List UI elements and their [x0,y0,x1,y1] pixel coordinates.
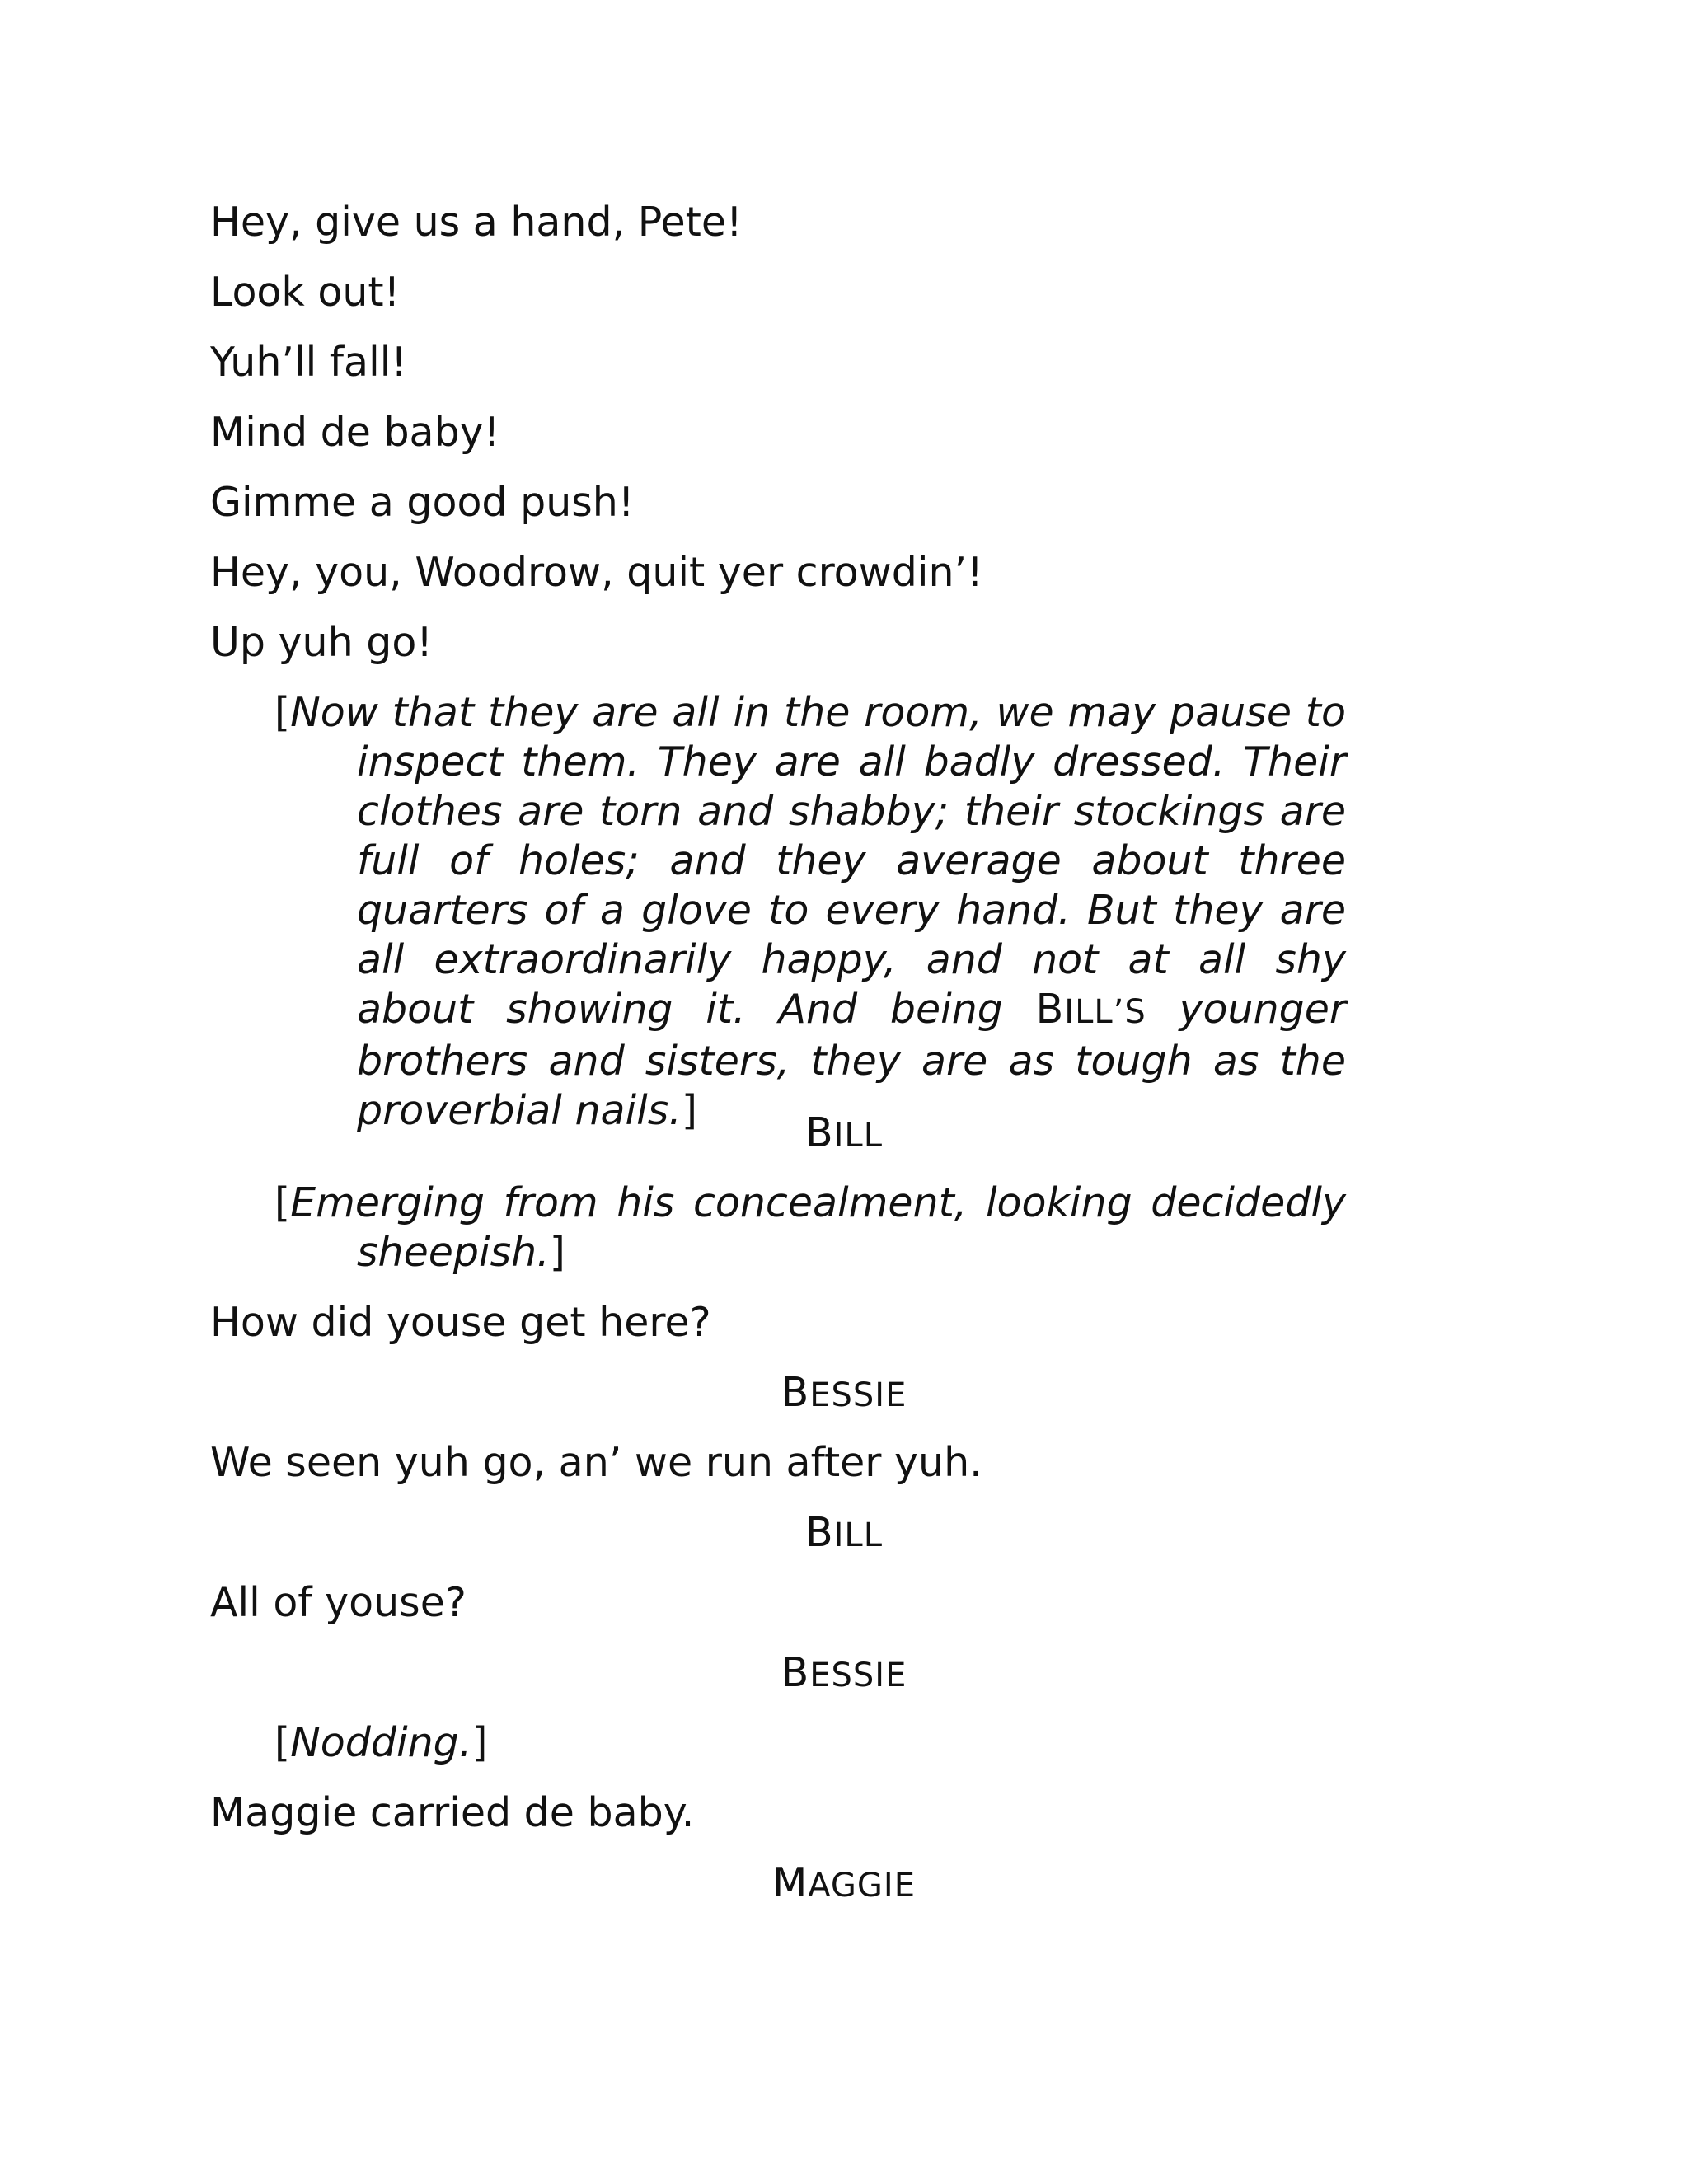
dialogue-line: Maggie carried de baby. [210,1789,695,1836]
character-rest: ESSIE [809,1376,907,1414]
dialogue-line: Up yuh go! [210,619,433,666]
character-name [0,1858,1688,1910]
dialogue-line: Gimme a good push! [210,479,635,526]
stage-direction-text: Now that they are all in the room, we may pause to inspect them. They are all badly dressed. Their clothes are torn and shabby; their stockings are full of holes; and they average about three quarters of a glove to every hand. But they are all extraordinarily happy, and not at all shy about showing it. And being [290,689,1346,1033]
character-initial: B [805,1109,834,1156]
character-rest: ILL [833,1516,883,1554]
stage-direction-text: Nodding. [290,1719,472,1766]
stage-direction: [Now that they are all in the room, we may pause to inspect them. They are all badly dressed. Their clothes are torn and shabby; their stockings are full of holes; and they average about three quarters of a glove to every hand. But they are all extraordinarily happy, and not at all shy about showing it. And being BILL’S younger brothers and sisters, they are as tough as the proverbial nails.] [274,689,1347,1134]
character-reference [1035,986,1146,1033]
character-name [0,1648,1688,1700]
character-initial: B [781,1369,810,1416]
character-rest: ILL [833,1117,883,1155]
stage-direction: [Emerging from his concealment, looking decidedly sheepish.] [274,1179,1346,1276]
character-rest: AGGIE [808,1867,916,1905]
character-name [0,1108,1688,1160]
dialogue-line: How did youse get here? [210,1299,711,1346]
dialogue-line: We seen yuh go, an’ we run after yuh. [210,1439,982,1486]
dialogue-line: Yuh’ll fall! [210,339,407,386]
character-initial: B [805,1509,834,1556]
dialogue-line: Hey, you, Woodrow, quit yer crowdin’! [210,549,983,596]
dialogue-line: All of youse? [210,1579,467,1626]
stage-direction-text: younger brothers and sisters, they are as tough as the proverbial nails. [357,986,1347,1134]
character-initial: M [771,1859,809,1906]
dialogue-line: Mind de baby! [210,409,500,456]
dialogue-line: Hey, give us a hand, Pete! [210,199,743,246]
character-reference-rest: ILL’S [1064,993,1146,1031]
stage-direction: [Nodding.] [274,1719,488,1766]
character-name [0,1368,1688,1420]
stage-direction-text: Emerging from his concealment, looking decidedly sheepish. [290,1179,1346,1276]
character-rest: ESSIE [809,1657,907,1694]
character-reference-initial: B [1035,986,1065,1033]
dialogue-line: Look out! [210,269,401,316]
character-name [0,1508,1688,1560]
character-initial: B [781,1649,810,1696]
